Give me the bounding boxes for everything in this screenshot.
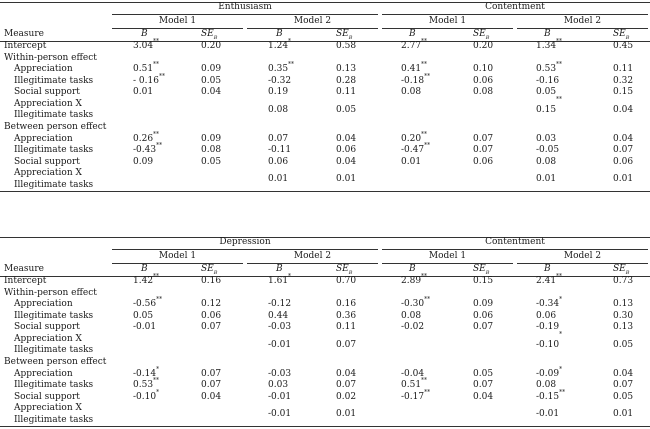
section-row — [0, 288, 650, 300]
regression-table-bottom — [0, 237, 650, 427]
row-label: Between person effect — [4, 121, 107, 132]
se-cell: 0.20 — [473, 41, 494, 51]
coef-cell: -0.01 — [133, 322, 157, 333]
se-cell: 0.06 — [201, 310, 222, 321]
row-label: Illegitimate tasks — [14, 380, 94, 391]
model-header-row — [0, 14, 650, 28]
coef-cell: 0.09 — [133, 156, 154, 167]
model-header: Model 2 — [563, 16, 602, 26]
group-header: Contentment — [485, 2, 545, 12]
se-cell: 0.13 — [336, 64, 357, 75]
coef-cell: -0.03 — [268, 322, 292, 333]
coef-cell: 0.03 — [536, 133, 557, 144]
se-cell: 0.01 — [613, 409, 634, 420]
coef-cell: -0.01 — [536, 409, 560, 420]
coef-cell: 0.20** — [401, 130, 428, 144]
se-cell: 0.05 — [613, 339, 634, 350]
se-cell: 0.08 — [201, 145, 222, 156]
table-row — [0, 322, 650, 334]
row-label: Illegitimate tasks — [14, 310, 94, 321]
coef-cell: 0.08 — [401, 87, 422, 98]
coef-cell: 0.06 — [536, 310, 557, 321]
se-subscript: B — [485, 269, 490, 276]
coef-cell: 0.07 — [268, 133, 289, 144]
se-subscript: B — [348, 34, 353, 41]
se-cell: 0.04 — [336, 156, 357, 167]
se-cell: 0.16 — [201, 276, 222, 286]
row-label — [14, 334, 93, 357]
header-text: SE — [201, 264, 214, 274]
se-cell: 0.07 — [473, 322, 494, 333]
header-text: B — [276, 29, 283, 39]
coef-cell: -0.11 — [268, 145, 292, 156]
coef-cell: 0.03 — [268, 380, 289, 391]
se-cell: 0.05 — [201, 156, 222, 167]
se-cell: 0.04 — [201, 87, 222, 98]
bottom-rule — [0, 191, 650, 192]
table-row — [0, 130, 650, 146]
se-subscript: B — [485, 34, 490, 41]
row-label: Appreciation — [14, 64, 73, 75]
se-subscript: B — [625, 269, 630, 276]
coef-cell: -0.56** — [133, 296, 163, 310]
se-cell: 0.04 — [613, 133, 634, 144]
se-cell: 0.08 — [473, 87, 494, 98]
row-label-line1: Appreciation X — [14, 168, 82, 179]
row-label — [14, 403, 93, 426]
coef-cell: 0.08 — [536, 156, 557, 167]
se-cell: 0.10 — [473, 64, 494, 75]
coef-cell: 0.53** — [133, 377, 160, 391]
coef-cell: 2.77** — [401, 38, 428, 51]
coef-cell: 1.61* — [268, 273, 292, 286]
se-cell: 0.07 — [201, 380, 222, 391]
regression-table-top — [0, 2, 650, 192]
table-row — [0, 330, 650, 357]
se-cell: 0.01 — [336, 409, 357, 420]
section-row — [0, 53, 650, 65]
coef-cell: -0.05 — [536, 145, 560, 156]
row-label: Appreciation — [14, 299, 73, 310]
column-header-row — [0, 28, 650, 41]
se-cell: 0.05 — [336, 104, 357, 115]
row-label-line2: Illegitimate tasks — [14, 110, 94, 121]
coef-header — [276, 29, 283, 41]
se-cell: 0.07 — [473, 380, 494, 391]
se-cell: 0.09 — [473, 299, 494, 310]
se-subscript: B — [213, 269, 218, 276]
se-cell: 0.16 — [336, 299, 357, 310]
row-label: Social support — [14, 87, 80, 98]
row-label: Intercept — [4, 41, 47, 51]
coef-cell: -0.30** — [401, 296, 431, 310]
table-row — [0, 157, 650, 169]
se-cell: 0.06 — [336, 145, 357, 156]
header-text: SE — [473, 264, 486, 274]
se-cell: 0.04 — [613, 104, 634, 115]
header-text: B — [544, 264, 551, 274]
model-header: Model 1 — [428, 251, 467, 261]
coef-cell: 0.51** — [133, 61, 160, 75]
row-label: Within-person effect — [4, 287, 97, 298]
group-header: Depression — [219, 237, 271, 247]
se-cell: 0.20 — [201, 41, 222, 51]
row-label: Social support — [14, 322, 80, 333]
coef-cell: 0.08 — [268, 104, 289, 115]
se-subscript: B — [213, 34, 218, 41]
coef-header — [141, 29, 148, 41]
coef-cell: - 0.16** — [133, 72, 165, 86]
model-header: Model 2 — [563, 251, 602, 261]
row-label — [14, 99, 93, 122]
row-label-line2: Illegitimate tasks — [14, 345, 94, 356]
coef-header — [141, 264, 148, 276]
se-cell: 0.07 — [473, 145, 494, 156]
coef-cell: 0.05 — [536, 87, 557, 98]
se-cell: 0.06 — [473, 156, 494, 167]
se-subscript: B — [348, 269, 353, 276]
coef-cell: 0.01 — [401, 156, 422, 167]
coef-cell: -0.03 — [268, 368, 292, 379]
table-row — [0, 311, 650, 323]
coef-cell: -0.43** — [133, 142, 163, 156]
se-cell: 0.04 — [473, 391, 494, 402]
se-cell: 0.32 — [613, 75, 634, 86]
coef-cell: 0.08 — [401, 310, 422, 321]
coef-cell: 0.01 — [536, 174, 557, 185]
row-label: Illegitimate tasks — [14, 75, 94, 86]
header-text: SE — [613, 264, 626, 274]
se-cell: 0.13 — [613, 322, 634, 333]
model-header: Model 1 — [158, 16, 197, 26]
header-text: B — [276, 264, 283, 274]
row-label-line1: Appreciation X — [14, 333, 82, 344]
header-text: B — [409, 29, 416, 39]
column-header-row — [0, 263, 650, 276]
row-label-line1: Appreciation X — [14, 403, 82, 414]
coef-cell: -0.01 — [268, 409, 292, 420]
se-cell: 0.04 — [201, 391, 222, 402]
row-label — [14, 168, 93, 191]
se-cell: 0.05 — [613, 391, 634, 402]
row-label: Between person effect — [4, 356, 107, 367]
coef-cell: 2.89** — [401, 273, 428, 286]
table-row — [0, 38, 650, 53]
row-label: Appreciation — [14, 133, 73, 144]
table-row — [0, 377, 650, 392]
model-header: Model 1 — [428, 16, 467, 26]
coef-header — [409, 29, 416, 41]
model-header: Model 2 — [293, 251, 332, 261]
row-label: Social support — [14, 156, 80, 167]
se-cell: 0.05 — [473, 368, 494, 379]
row-label: Appreciation — [14, 368, 73, 379]
table-row — [0, 61, 650, 76]
se-cell: 0.11 — [613, 64, 634, 75]
coef-cell: -0.16 — [536, 75, 560, 86]
se-cell: 0.15 — [473, 276, 494, 286]
coef-cell: 0.08 — [536, 380, 557, 391]
table-row — [0, 95, 650, 122]
coef-cell: -0.09* — [536, 365, 563, 379]
se-cell: 0.01 — [336, 174, 357, 185]
header-text: B — [141, 264, 148, 274]
coef-cell: 1.34** — [536, 38, 563, 51]
row-label-line2: Illegitimate tasks — [14, 414, 94, 425]
row-label: Within-person effect — [4, 52, 97, 63]
header-text: SE — [336, 264, 349, 274]
se-cell: 0.58 — [336, 41, 357, 51]
coef-cell: 0.26** — [133, 130, 160, 144]
se-cell: 0.04 — [336, 368, 357, 379]
se-cell: 0.30 — [613, 310, 634, 321]
bottom-rule — [0, 426, 650, 427]
se-cell: 0.45 — [613, 41, 634, 51]
measure-header: Measure — [4, 264, 44, 274]
se-cell: 0.07 — [613, 145, 634, 156]
coef-cell: 0.53** — [536, 61, 563, 75]
se-cell: 0.07 — [613, 380, 634, 391]
row-label-line1: Appreciation X — [14, 98, 82, 109]
se-cell: 0.05 — [201, 75, 222, 86]
table-row — [0, 273, 650, 288]
se-cell: 0.04 — [336, 133, 357, 144]
se-cell: 0.04 — [613, 368, 634, 379]
coef-header — [544, 264, 551, 276]
coef-cell: 1.42** — [133, 273, 160, 286]
se-cell: 0.09 — [201, 64, 222, 75]
se-cell: 0.70 — [336, 276, 357, 286]
row-label: Intercept — [4, 276, 47, 286]
table-row — [0, 388, 650, 404]
coef-cell: 0.41** — [401, 61, 428, 75]
se-cell: 0.06 — [473, 75, 494, 86]
coef-cell: -0.01 — [268, 339, 292, 350]
section-row — [0, 357, 650, 369]
coef-cell: 1.24* — [268, 38, 292, 51]
row-label: Illegitimate tasks — [14, 145, 94, 156]
se-cell: 0.02 — [336, 391, 357, 402]
group-header-row — [0, 237, 650, 249]
coef-cell: 0.19 — [268, 87, 289, 98]
se-cell: 0.07 — [336, 339, 357, 350]
coef-cell: -0.19 — [536, 322, 560, 333]
coef-header — [276, 264, 283, 276]
se-cell: 0.73 — [613, 276, 634, 286]
header-text: B — [544, 29, 551, 39]
coef-cell: -0.04 — [401, 368, 425, 379]
model-header: Model 1 — [158, 251, 197, 261]
table-row — [0, 403, 650, 426]
se-cell: 0.28 — [336, 75, 357, 86]
coef-cell: -0.32 — [268, 75, 292, 86]
coef-cell: -0.47** — [401, 142, 431, 156]
coef-cell: 0.06 — [268, 156, 289, 167]
header-text: SE — [201, 29, 214, 39]
coef-header — [409, 264, 416, 276]
coef-cell: 3.04** — [133, 38, 160, 51]
group-header: Enthusiasm — [218, 2, 272, 12]
coef-cell: -0.10* — [536, 330, 563, 350]
coef-cell: 0.44 — [268, 310, 289, 321]
coef-cell: -0.34* — [536, 296, 563, 310]
table-row — [0, 365, 650, 381]
se-cell: 0.09 — [201, 133, 222, 144]
header-text: SE — [336, 29, 349, 39]
table-row — [0, 296, 650, 311]
table-row — [0, 87, 650, 99]
row-label: Social support — [14, 391, 80, 402]
group-header-row — [0, 2, 650, 14]
coef-cell: -0.10* — [133, 388, 160, 402]
header-text: B — [141, 29, 148, 39]
se-cell: 0.07 — [336, 380, 357, 391]
coef-cell: 0.05 — [133, 310, 154, 321]
coef-cell: 0.01 — [268, 174, 289, 185]
row-label-line2: Illegitimate tasks — [14, 179, 94, 190]
coef-cell: -0.14* — [133, 365, 160, 379]
table-row — [0, 168, 650, 191]
se-cell: 0.07 — [201, 322, 222, 333]
coef-cell: -0.12 — [268, 299, 292, 310]
se-cell: 0.11 — [336, 322, 357, 333]
se-cell: 0.12 — [201, 299, 222, 310]
section-row — [0, 122, 650, 134]
header-text: SE — [473, 29, 486, 39]
coef-cell: -0.17** — [401, 388, 431, 402]
se-cell: 0.15 — [613, 87, 634, 98]
coef-cell: 2.41** — [536, 273, 563, 286]
coef-cell: 0.01 — [133, 87, 154, 98]
coef-cell: 0.35** — [268, 61, 295, 75]
coef-cell: -0.02 — [401, 322, 425, 333]
coef-cell: 0.15** — [536, 95, 563, 115]
se-cell: 0.06 — [473, 310, 494, 321]
se-cell: 0.01 — [613, 174, 634, 185]
measure-header: Measure — [4, 29, 44, 39]
coef-cell: -0.01 — [268, 391, 292, 402]
model-header: Model 2 — [293, 16, 332, 26]
se-cell: 0.06 — [613, 156, 634, 167]
se-cell: 0.13 — [613, 299, 634, 310]
se-cell: 0.07 — [473, 133, 494, 144]
coef-cell: -0.18** — [401, 72, 431, 86]
table-row — [0, 142, 650, 157]
coef-cell: -0.15** — [536, 388, 566, 402]
group-header: Contentment — [485, 237, 545, 247]
header-text: SE — [613, 29, 626, 39]
se-cell: 0.36 — [336, 310, 357, 321]
se-cell: 0.11 — [336, 87, 357, 98]
header-text: B — [409, 264, 416, 274]
se-cell: 0.07 — [201, 368, 222, 379]
coef-cell: 0.51** — [401, 377, 428, 391]
coef-header — [544, 29, 551, 41]
se-subscript: B — [625, 34, 630, 41]
model-header-row — [0, 249, 650, 263]
table-row — [0, 72, 650, 88]
